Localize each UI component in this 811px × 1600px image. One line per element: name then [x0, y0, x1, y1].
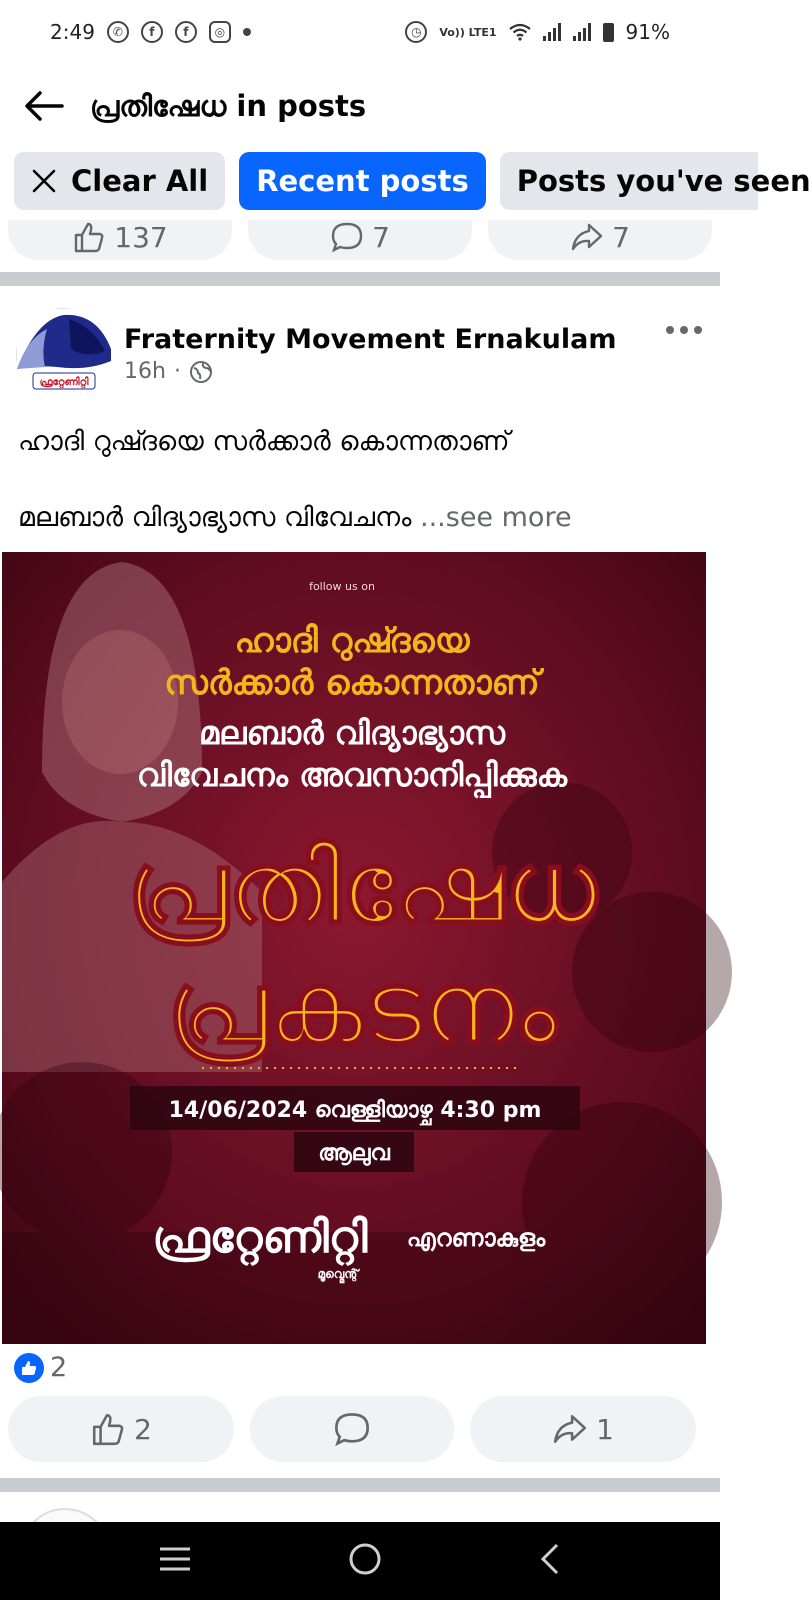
search-title[interactable]: പ്രതിഷേധ in posts	[90, 88, 367, 123]
page-name[interactable]: Fraternity Movement Ernakulam	[124, 324, 617, 355]
clear-all-label: Clear All	[71, 164, 209, 198]
comment-icon	[330, 220, 364, 254]
like-icon	[90, 1411, 126, 1447]
reaction-count: 2	[50, 1352, 68, 1383]
previous-like-count: 137	[114, 221, 168, 254]
post-text-line-2	[18, 502, 708, 534]
more-dot-icon	[666, 326, 674, 334]
like-icon	[72, 220, 106, 254]
recent-apps-button[interactable]	[158, 1545, 192, 1577]
recent-apps-icon	[158, 1545, 192, 1573]
posts-seen-label: Posts you've seen	[516, 164, 811, 198]
post-meta	[124, 359, 616, 384]
poster-org: ഫ്രറ്റേണിറ്റി	[152, 1212, 368, 1263]
comment-button[interactable]	[250, 1396, 454, 1462]
post-actions	[8, 1396, 712, 1462]
poster-follow-text: follow us on	[309, 580, 375, 593]
notification-dot-icon	[243, 28, 251, 36]
previous-share-button[interactable]	[488, 220, 712, 260]
whatsapp-icon: ✆	[107, 21, 129, 43]
chevron-left-icon	[538, 1542, 562, 1576]
share-icon	[552, 1411, 588, 1447]
previous-post-actions	[8, 220, 712, 260]
poster-date-line: 14/06/2024 വെള്ളിയാഴ്ച 4:30 pm	[168, 1098, 542, 1123]
network-label: Vo)) LTE1	[439, 25, 497, 39]
meta-separator: ·	[173, 359, 181, 384]
system-nav-bar	[0, 1522, 720, 1600]
more-dot-icon	[694, 326, 702, 334]
share-button[interactable]	[470, 1396, 696, 1462]
previous-like-button[interactable]	[8, 220, 232, 260]
back-button[interactable]	[22, 84, 66, 128]
poster-place: ആലുവ	[318, 1141, 390, 1166]
share-icon	[570, 220, 604, 254]
reactions-summary[interactable]	[14, 1352, 67, 1383]
alarm-icon: ◷	[405, 21, 427, 43]
like-button[interactable]	[8, 1396, 234, 1462]
home-icon	[348, 1542, 382, 1576]
post-text-line-2-body: മലബാർ വിദ്യാഭ്യാസ വിവേചനം	[18, 502, 412, 533]
post-separator	[0, 1478, 720, 1492]
poster-headline-1: പ്രതിഷേധ	[127, 829, 597, 946]
post-text-line-1: ഹാദി റുഷ്ദയെ സർക്കാർ കൊന്നതാണ്	[18, 426, 510, 457]
post-header	[16, 308, 704, 400]
signal-icon	[543, 23, 561, 41]
like-reaction-icon	[14, 1353, 44, 1383]
search-header	[0, 64, 720, 148]
wifi-icon	[509, 23, 531, 41]
poster-headline-2: പ്രകടനം	[167, 949, 557, 1066]
more-options-button[interactable]	[666, 326, 702, 334]
system-back-button[interactable]	[538, 1542, 562, 1580]
previous-comment-count: 7	[372, 221, 390, 254]
close-icon	[31, 168, 57, 194]
recent-posts-label: Recent posts	[256, 164, 469, 198]
filter-chips	[14, 152, 811, 212]
page-avatar[interactable]	[16, 308, 110, 402]
instagram-icon: ◎	[209, 21, 231, 43]
post-separator	[0, 272, 720, 286]
poster-line-1: ഹാദി റുഷ്ദയെ	[234, 621, 470, 661]
avatar-org-text: ഫ്രറ്റേണിറ്റി	[39, 377, 89, 388]
post-time[interactable]: 16h	[124, 359, 166, 384]
posts-seen-chip[interactable]	[500, 152, 811, 210]
facebook-icon: f	[141, 21, 163, 43]
status-left	[50, 20, 251, 44]
poster-line-2: സർക്കാർ കൊന്നതാണ്	[164, 663, 540, 703]
status-time: 2:49	[50, 20, 95, 44]
back-arrow-icon	[24, 90, 64, 122]
battery-percent: 91%	[625, 20, 670, 44]
signal-icon	[573, 23, 591, 41]
facebook-icon: f	[175, 21, 197, 43]
status-right	[405, 20, 670, 44]
previous-share-count: 7	[612, 221, 630, 254]
home-button[interactable]	[348, 1542, 382, 1580]
share-count: 1	[596, 1412, 614, 1446]
poster-line-4: വിവേചനം അവസാനിപ്പിക്കുക	[136, 756, 568, 794]
comment-icon	[333, 1410, 371, 1448]
poster-org-sub: മൂവ്മെന്റ്	[317, 1267, 359, 1281]
previous-comment-button[interactable]	[248, 220, 472, 260]
poster-district: എറണാകുളം	[406, 1224, 546, 1252]
more-dot-icon	[680, 326, 688, 334]
recent-posts-chip[interactable]	[239, 152, 486, 210]
poster-line-3: മലബാർ വിദ്യാഭ്യാസ	[198, 714, 506, 752]
battery-icon	[603, 23, 614, 42]
see-more-link[interactable]: ...see more	[411, 502, 572, 533]
globe-icon	[189, 360, 213, 384]
like-count: 2	[134, 1412, 152, 1446]
status-bar	[0, 0, 720, 64]
clear-all-button[interactable]	[14, 152, 225, 210]
post-image[interactable]	[2, 552, 706, 1344]
page-info	[124, 324, 616, 384]
